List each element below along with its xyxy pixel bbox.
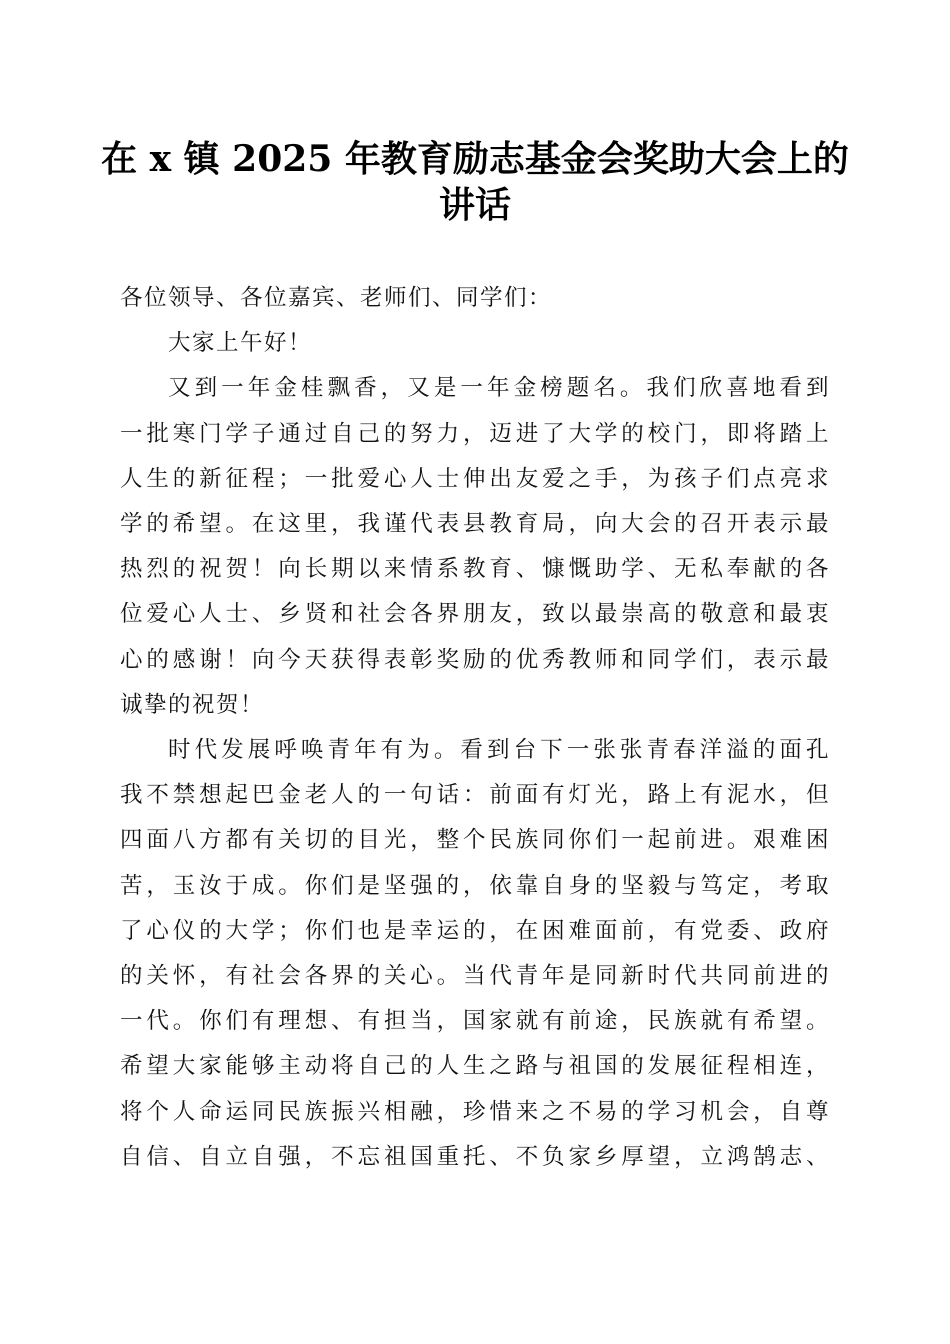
paragraph-line: 四面八方都有关切的目光，整个民族同你们一起前进。艰难困 (120, 827, 830, 854)
title-line: 在 x 镇 2025 年教育励志基金会奖助大会上的 (101, 138, 849, 180)
salutation-text: 各位领导、各位嘉宾、老师们、同学们： (120, 285, 553, 311)
document-body (120, 276, 830, 1180)
salutation (120, 276, 830, 321)
paragraph-line: 时代发展呼唤青年有为。看到台下一张张青春洋溢的面孔 (168, 737, 830, 764)
paragraph-line: 希望大家能够主动将自己的人生之路与祖国的发展征程相连， (120, 1053, 830, 1080)
paragraph-line: 了心仪的大学；你们也是幸运的，在困难面前，有党委、政府 (120, 917, 830, 944)
greeting-text: 大家上午好！ (168, 330, 313, 357)
paragraph-line: 人生的新征程；一批爱心人士伸出友爱之手，为孩子们点亮求 (120, 465, 830, 492)
paragraph-line: 热烈的祝贺！向长期以来情系教育、慷慨助学、无私奉献的各 (120, 556, 830, 583)
paragraph-1 (120, 366, 830, 728)
paragraph-line: 将个人命运同民族振兴相融，珍惜来之不易的学习机会，自尊 (120, 1098, 830, 1125)
paragraph-line: 一批寒门学子通过自己的努力，迈进了大学的校门，即将踏上 (120, 420, 830, 447)
paragraph-line: 位爱心人士、乡贤和社会各界朋友，致以最崇高的敬意和最衷 (120, 601, 830, 628)
paragraph-line: 一代。你们有理想、有担当，国家就有前途，民族就有希望。 (120, 1008, 830, 1035)
document-title (100, 136, 850, 228)
paragraph-line: 苦，玉汝于成。你们是坚强的，依靠自身的坚毅与笃定，考取 (120, 872, 830, 899)
greeting (120, 321, 830, 366)
paragraph-line: 诚挚的祝贺！ (120, 691, 265, 718)
paragraph-line: 的关怀，有社会各界的关心。当代青年是同新时代共同前进的 (120, 963, 830, 990)
paragraph-line: 自信、自立自强，不忘祖国重托、不负家乡厚望，立鸿鹄志、 (120, 1143, 830, 1170)
paragraph-line: 又到一年金桂飘香，又是一年金榜题名。我们欣喜地看到 (168, 375, 830, 402)
paragraph-2 (120, 728, 830, 1180)
title-line: 讲话 (438, 184, 511, 226)
paragraph-line: 学的希望。在这里，我谨代表县教育局，向大会的召开表示最 (120, 511, 830, 538)
paragraph-line: 心的感谢！向今天获得表彰奖励的优秀教师和同学们，表示最 (120, 646, 830, 673)
paragraph-line: 我不禁想起巴金老人的一句话：前面有灯光，路上有泥水，但 (120, 782, 830, 809)
